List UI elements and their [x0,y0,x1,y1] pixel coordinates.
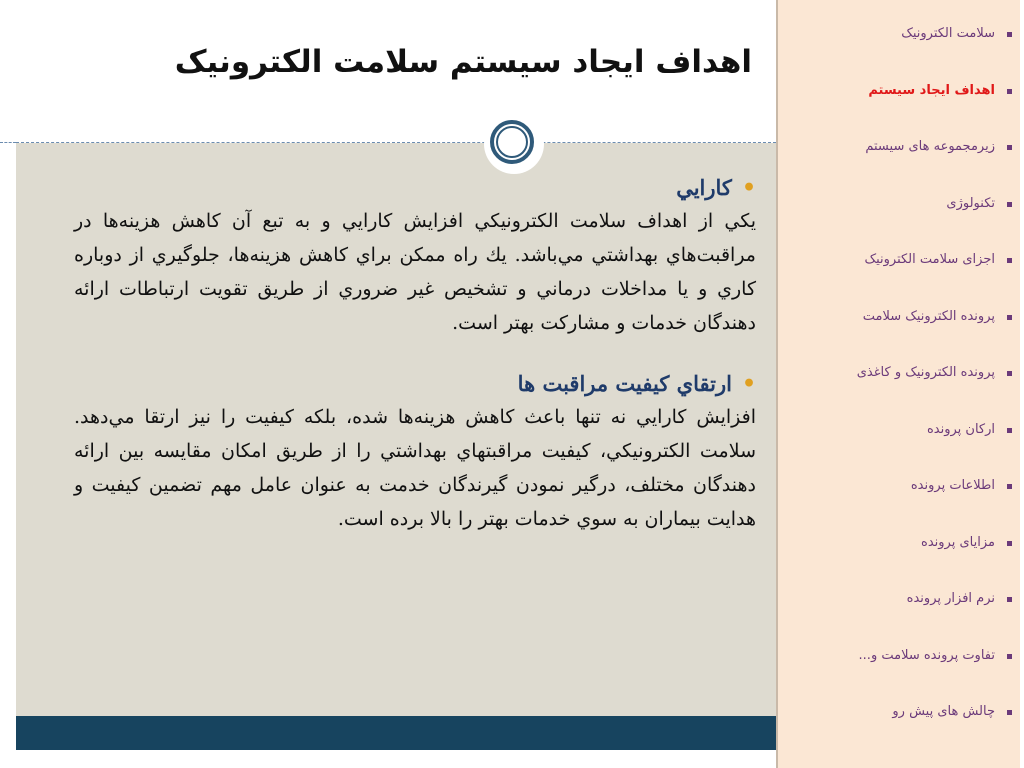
outline-item[interactable] [776,478,1020,535]
outline-item-label: اطلاعات پرونده [910,478,995,493]
outline-sidebar [776,0,1020,768]
outline-item-active[interactable] [776,83,1020,140]
outline-item-label: اهداف ایجاد سیستم [868,82,995,98]
bullet-heading-text: ارتقاي كيفيت مراقبت ها [517,371,732,396]
outline-item[interactable] [776,26,1020,83]
outline-item[interactable] [776,422,1020,479]
outline-item[interactable] [776,535,1020,592]
outline-item-label: ارکان پرونده [926,421,995,437]
bullet-heading-quality [38,368,756,400]
slide-canvas [16,0,776,750]
square-bullet-icon [1007,541,1012,546]
footer-bar [16,716,776,750]
outline-item-label: اجزای سلامت الکترونیک [864,252,995,267]
outline-item[interactable] [776,704,1020,761]
square-bullet-icon [1007,145,1012,150]
outline-list [776,26,1020,761]
outline-item[interactable] [776,252,1020,309]
outline-item-label: تفاوت پرونده سلامت و... [858,647,995,663]
bullet-icon: • [741,371,756,397]
outline-item-label: تکنولوژی [946,195,995,211]
square-bullet-icon [1007,710,1012,715]
slide-title: اهداف ايجاد سيستم سلامت الکترونیک [174,44,752,80]
square-bullet-icon [1007,428,1012,433]
outline-item[interactable] [776,196,1020,253]
outline-item[interactable] [776,365,1020,422]
square-bullet-icon [1007,597,1012,602]
outline-item-label: چالش های پیش رو [892,704,995,719]
square-bullet-icon [1007,484,1012,489]
outline-item[interactable] [776,591,1020,648]
outline-item-label: پرونده الکترونیک سلامت [862,308,995,324]
square-bullet-icon [1007,258,1012,263]
outline-item-label: پرونده الکترونیک و کاغذی [856,365,995,380]
circle-inner-icon [496,126,528,158]
outline-item[interactable] [776,139,1020,196]
slide-content [38,172,756,536]
bullet-heading-efficiency [38,172,756,204]
outline-item[interactable] [776,648,1020,705]
square-bullet-icon [1007,32,1012,37]
square-bullet-icon [1007,654,1012,659]
outline-item[interactable] [776,309,1020,366]
square-bullet-icon [1007,202,1012,207]
square-bullet-icon [1007,371,1012,376]
paragraph-efficiency: يکي از اهداف سلامت الکترونيکي افزايش کارايي و به تبع آن کاهش هزينه‌ها در مراقبت‌هاي بهداشتي مي‌باشد. يك راه ممكن براي كاهش هزينه‌ها، جلوگيري از دوباره كاري و يا مداخلات درماني و تشخيص غير ضروري از طريق تقويت ارتباطات ارائه دهندگان خدمات و مشاركت بهتر است. [74,210,756,334]
bullet-heading-text: كارايي [676,175,732,200]
square-bullet-icon [1007,315,1012,320]
outline-item-label: زیرمجموعه های سیستم [865,139,995,154]
outline-item-label: سلامت الکترونیک [901,26,995,41]
title-area [16,0,776,143]
square-bullet-icon [1007,89,1012,94]
outline-item-label: مزایای پرونده [921,534,995,550]
paragraph-quality: افزايش كارايي نه تنها باعث كاهش هزينه‌ها شده، بلكه كيفيت را نيز ارتقا مي‌دهد. سلامت الکترونيکي، کيفيت مراقبتهاي بهداشتي را از طريق امکان مقايسه بين ارائه دهندگان مختلف، درگير نمودن گيرندگان خدمت به عنوان عامل مهم تضمين کيفيت و هدايت بيماران به سوي خدمات بهتر را بالا برده است. [74,406,756,530]
bullet-icon: • [741,175,756,201]
outline-item-label: نرم افزار پرونده [906,591,995,606]
